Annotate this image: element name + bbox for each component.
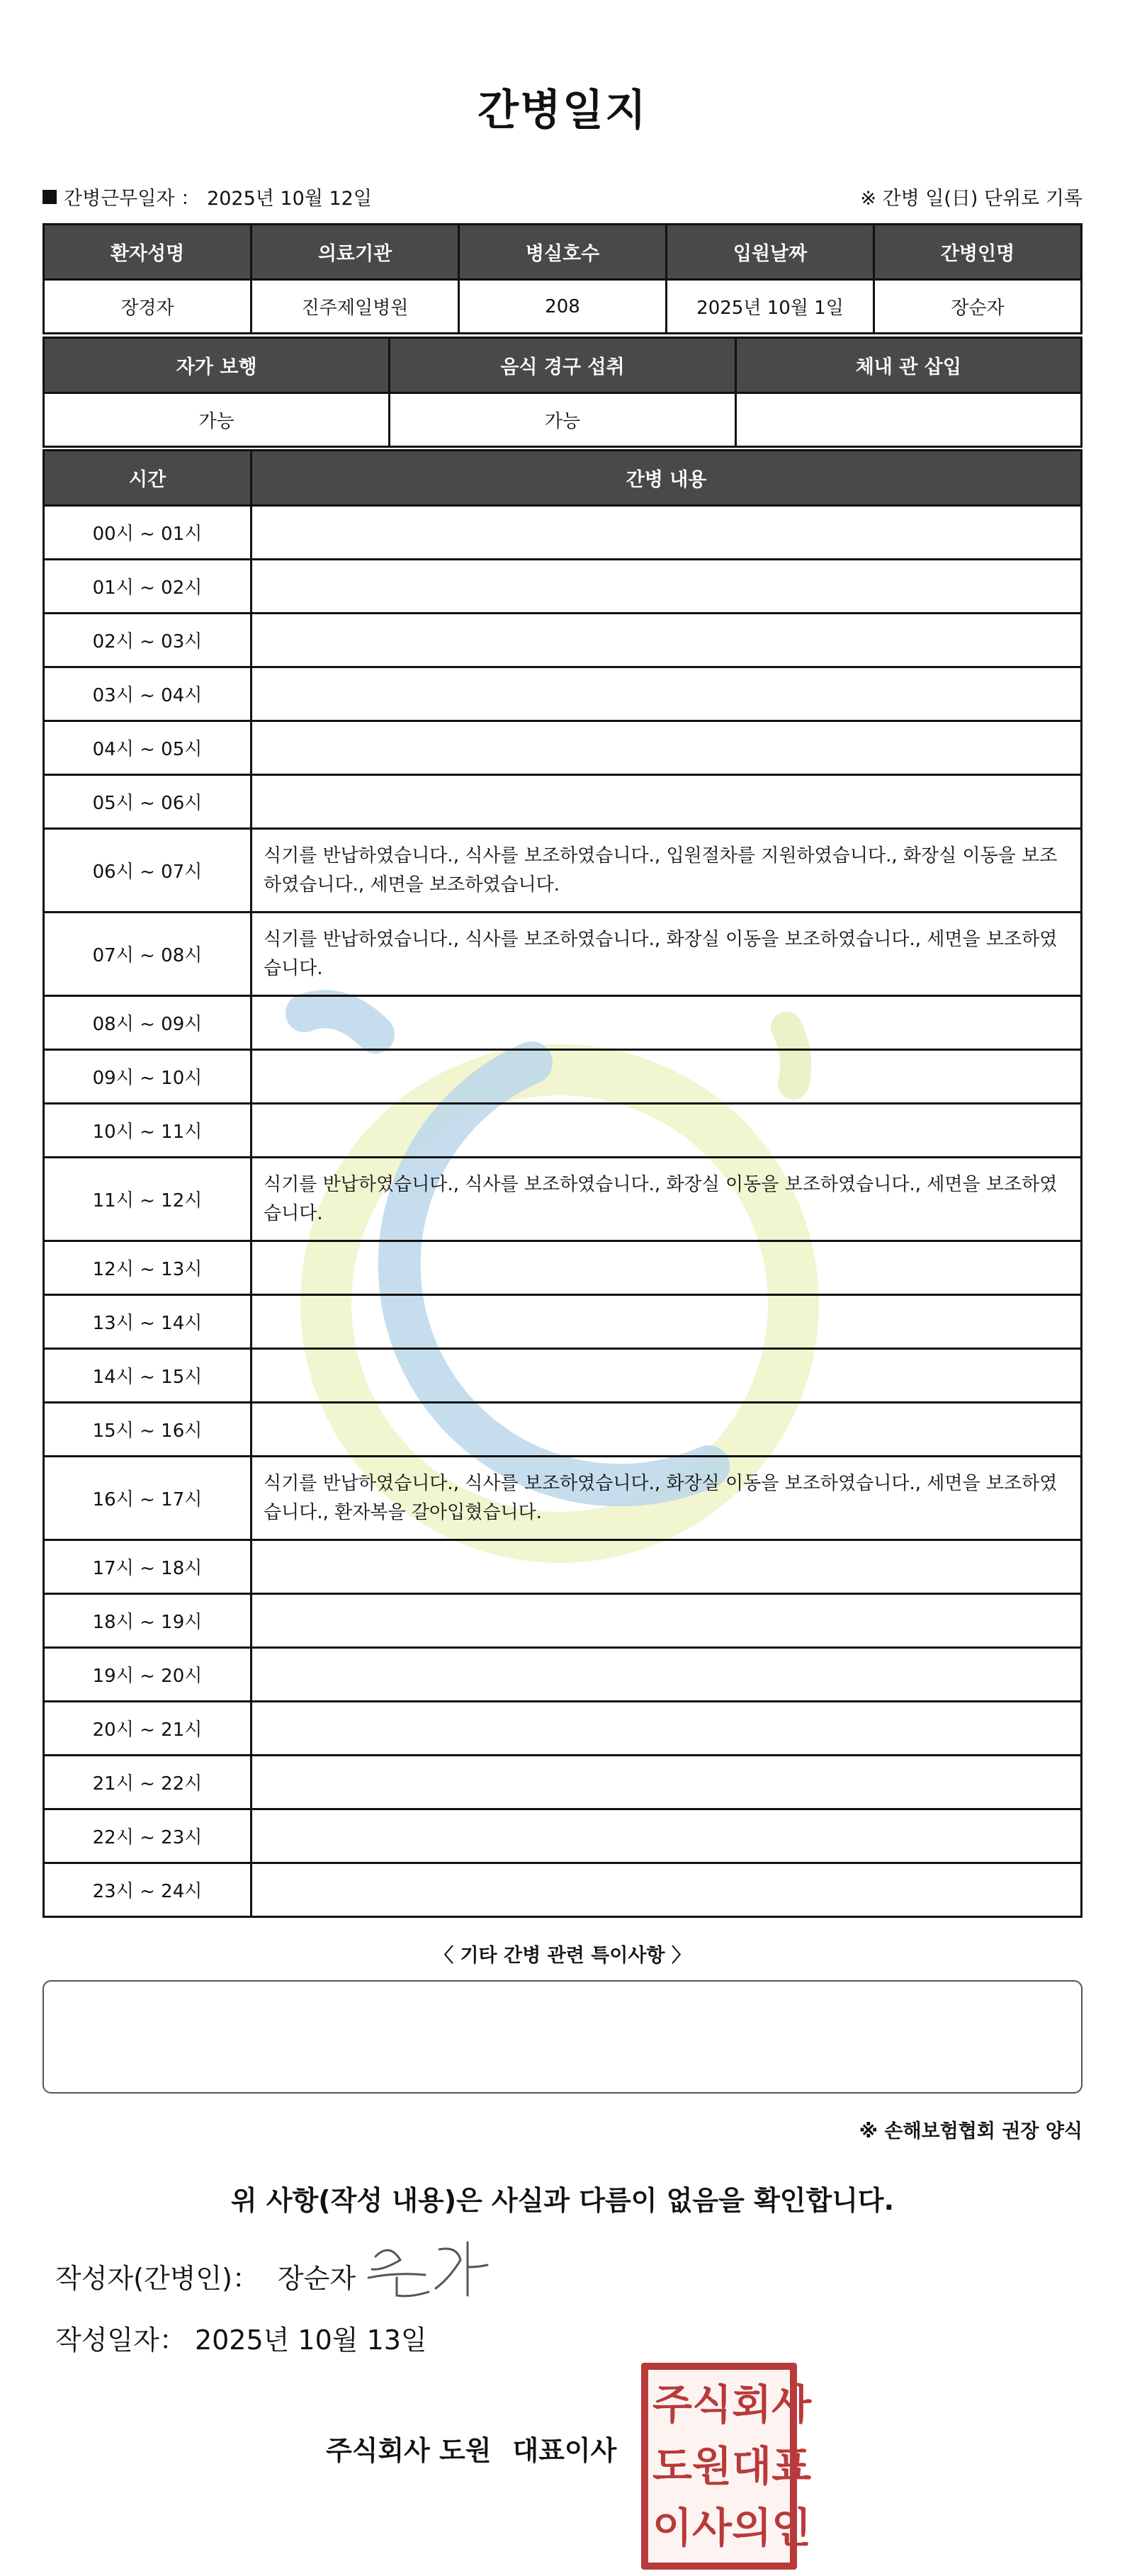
log-row xyxy=(44,1540,1082,1594)
log-content xyxy=(251,560,1082,614)
log-time: 03시 ~ 04시 xyxy=(44,667,251,721)
log-row xyxy=(44,1702,1082,1756)
work-date xyxy=(43,183,372,210)
seal-row xyxy=(652,2497,812,2558)
company-title: 대표이사 xyxy=(512,2435,617,2466)
seal-char: 인 xyxy=(771,2504,812,2552)
self-walking-value: 가능 xyxy=(44,393,390,447)
page-title: 간병일지 xyxy=(477,86,648,135)
log-time: 09시 ~ 10시 xyxy=(44,1050,251,1104)
seal-char: 원 xyxy=(692,2442,733,2490)
info-header: 간병인명 xyxy=(874,225,1082,280)
log-row xyxy=(44,1403,1082,1457)
log-content xyxy=(251,1241,1082,1295)
log-time: 19시 ~ 20시 xyxy=(44,1648,251,1702)
log-content: 식기를 반납하였습니다., 식사를 보조하였습니다., 화장실 이동을 보조하였습니다., 세면을 보조하였습니다., 환자복을 갈아입혔습니다. xyxy=(251,1457,1082,1540)
care-log-body xyxy=(44,506,1082,1917)
log-row xyxy=(44,721,1082,775)
log-content: 식기를 반납하였습니다., 식사를 보조하였습니다., 입원절차를 지원하였습니다., 화장실 이동을 보조하였습니다., 세면을 보조하였습니다. xyxy=(251,829,1082,913)
log-row xyxy=(44,560,1082,614)
patient-name: 장경자 xyxy=(44,280,251,334)
log-content xyxy=(251,1863,1082,1917)
log-row xyxy=(44,1295,1082,1349)
log-row xyxy=(44,996,1082,1050)
hospital-name: 진주제일병원 xyxy=(251,280,459,334)
log-row xyxy=(44,1809,1082,1863)
admission-date: 2025년 10월 1일 xyxy=(667,280,874,334)
special-notes-box xyxy=(43,1980,1082,2094)
company-name: 주식회사 도원 xyxy=(326,2435,492,2466)
log-time: 12시 ~ 13시 xyxy=(44,1241,251,1295)
info-header: 병실호수 xyxy=(459,225,667,280)
log-time: 04시 ~ 05시 xyxy=(44,721,251,775)
log-time: 16시 ~ 17시 xyxy=(44,1457,251,1540)
log-content xyxy=(251,1104,1082,1158)
log-row xyxy=(44,1756,1082,1809)
tube-insertion-value xyxy=(735,393,1081,447)
log-time: 01시 ~ 02시 xyxy=(44,560,251,614)
log-time: 07시 ~ 08시 xyxy=(44,913,251,996)
special-notes-label: 〈 기타 간병 관련 특이사항 〉 xyxy=(434,1945,691,1967)
patient-status-table xyxy=(43,337,1082,448)
written-date-line xyxy=(55,2318,427,2357)
log-content xyxy=(251,667,1082,721)
log-content: 식기를 반납하였습니다., 식사를 보조하였습니다., 화장실 이동을 보조하였습니다., 세면을 보조하였습니다. xyxy=(251,1158,1082,1241)
log-content xyxy=(251,506,1082,560)
info-header: 환자성명 xyxy=(44,225,251,280)
seal-char: 대 xyxy=(732,2442,772,2490)
room-number: 208 xyxy=(459,280,667,334)
record-note: ※ 간병 일(日) 단위로 기록 xyxy=(860,188,1082,210)
log-time: 05시 ~ 06시 xyxy=(44,775,251,829)
log-time: 00시 ~ 01시 xyxy=(44,506,251,560)
log-header-content: 간병 내용 xyxy=(251,451,1082,506)
log-content xyxy=(251,614,1082,667)
seal-char: 표 xyxy=(771,2442,812,2490)
log-time: 18시 ~ 19시 xyxy=(44,1594,251,1648)
log-content: 식기를 반납하였습니다., 식사를 보조하였습니다., 화장실 이동을 보조하였습니다., 세면을 보조하였습니다. xyxy=(251,913,1082,996)
log-time: 21시 ~ 22시 xyxy=(44,1756,251,1809)
writer-label: 작성자(간병인)： xyxy=(55,2263,259,2294)
caregiver-name: 장순자 xyxy=(874,280,1082,334)
seal-char: 사 xyxy=(692,2504,733,2552)
log-row xyxy=(44,1349,1082,1403)
writer-line xyxy=(55,2256,356,2295)
confirmation-statement: 위 사항(작성 내용)은 사실과 다름이 없음을 확인합니다. xyxy=(230,2185,895,2216)
log-time: 08시 ~ 09시 xyxy=(44,996,251,1050)
log-content xyxy=(251,1594,1082,1648)
log-content xyxy=(251,1349,1082,1403)
form-note: ※ 손해보험협회 권장 양식 xyxy=(859,2120,1082,2142)
log-content xyxy=(251,1403,1082,1457)
status-header: 자가 보행 xyxy=(44,338,390,393)
seal-row xyxy=(652,2374,812,2435)
log-time: 11시 ~ 12시 xyxy=(44,1158,251,1241)
log-time: 20시 ~ 21시 xyxy=(44,1702,251,1756)
log-row xyxy=(44,614,1082,667)
log-time: 02시 ~ 03시 xyxy=(44,614,251,667)
log-header-time: 시간 xyxy=(44,451,251,506)
log-content xyxy=(251,1702,1082,1756)
square-bullet-icon xyxy=(43,190,57,204)
info-header: 입원날짜 xyxy=(667,225,874,280)
company-line xyxy=(326,2429,616,2468)
log-time: 15시 ~ 16시 xyxy=(44,1403,251,1457)
log-time: 23시 ~ 24시 xyxy=(44,1863,251,1917)
log-time: 22시 ~ 23시 xyxy=(44,1809,251,1863)
log-content xyxy=(251,721,1082,775)
seal-char: 회 xyxy=(732,2380,772,2429)
log-row xyxy=(44,506,1082,560)
log-content xyxy=(251,1540,1082,1594)
log-time: 10시 ~ 11시 xyxy=(44,1104,251,1158)
log-content xyxy=(251,1756,1082,1809)
work-date-value: 2025년 10월 12일 xyxy=(207,188,372,210)
seal-char: 도 xyxy=(652,2442,693,2490)
log-time: 17시 ~ 18시 xyxy=(44,1540,251,1594)
log-content xyxy=(251,775,1082,829)
log-row xyxy=(44,1648,1082,1702)
written-date-label: 작성일자： xyxy=(55,2324,186,2356)
seal-char: 사 xyxy=(771,2380,812,2429)
log-content xyxy=(251,1050,1082,1104)
log-time: 06시 ~ 07시 xyxy=(44,829,251,913)
seal-char: 식 xyxy=(692,2380,733,2429)
status-header: 체내 관 삽입 xyxy=(735,338,1081,393)
log-row xyxy=(44,1457,1082,1540)
oral-intake-value: 가능 xyxy=(390,393,735,447)
log-row xyxy=(44,667,1082,721)
log-content xyxy=(251,1295,1082,1349)
log-time: 14시 ~ 15시 xyxy=(44,1349,251,1403)
log-row xyxy=(44,829,1082,913)
log-row xyxy=(44,1104,1082,1158)
log-time: 13시 ~ 14시 xyxy=(44,1295,251,1349)
log-row xyxy=(44,1158,1082,1241)
seal-char: 의 xyxy=(732,2504,772,2552)
log-row xyxy=(44,1863,1082,1917)
log-content xyxy=(251,1648,1082,1702)
log-row xyxy=(44,775,1082,829)
meta-row xyxy=(43,183,1082,211)
log-row xyxy=(44,1050,1082,1104)
log-content xyxy=(251,1809,1082,1863)
log-content xyxy=(251,996,1082,1050)
status-header: 음식 경구 섭취 xyxy=(390,338,735,393)
written-date-value: 2025년 10월 13일 xyxy=(194,2324,427,2356)
log-row xyxy=(44,1594,1082,1648)
seal-char: 이 xyxy=(652,2504,693,2552)
info-header: 의료기관 xyxy=(251,225,459,280)
work-date-label: 간병근무일자 ： xyxy=(64,188,200,210)
care-log-table xyxy=(43,449,1082,1918)
handwritten-signature xyxy=(361,2228,496,2306)
seal-char: 주 xyxy=(652,2380,693,2429)
seal-row xyxy=(652,2436,812,2497)
patient-info-table xyxy=(43,223,1082,334)
writer-name: 장순자 xyxy=(277,2263,356,2294)
company-seal xyxy=(641,2363,812,2570)
log-row xyxy=(44,913,1082,996)
log-row xyxy=(44,1241,1082,1295)
